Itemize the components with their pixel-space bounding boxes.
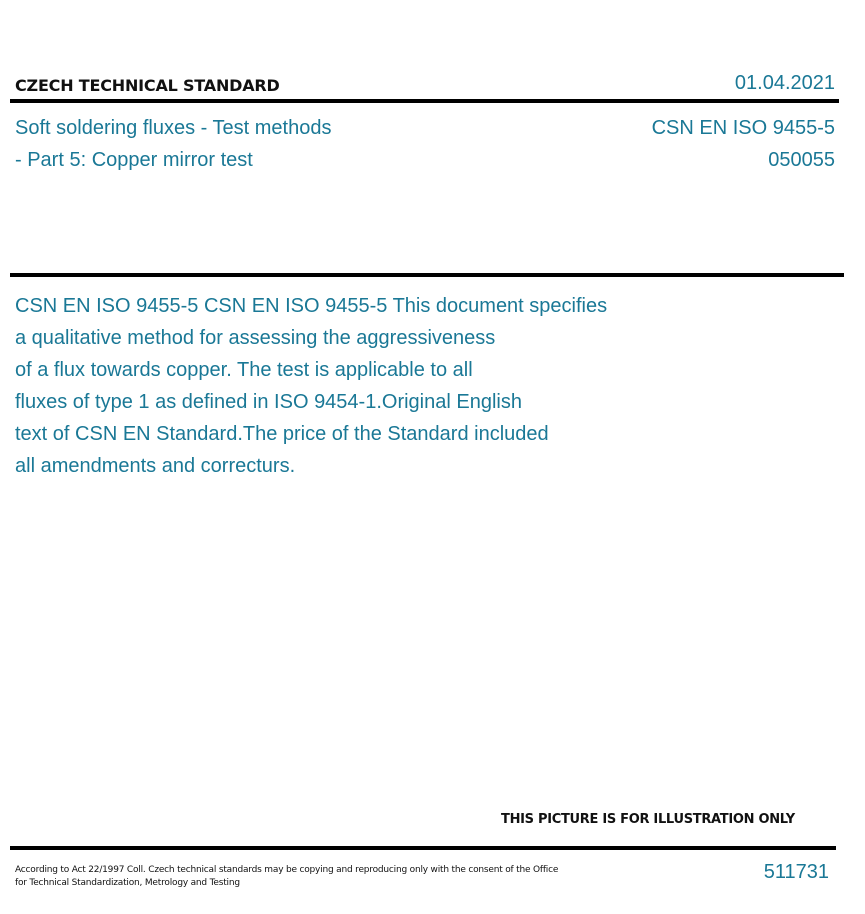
description-line: a qualitative method for assessing the aggressiveness	[15, 327, 496, 349]
legal-notice-line-2: for Technical Standardization, Metrology and Testing	[15, 878, 240, 888]
title-divider	[10, 273, 844, 277]
legal-notice	[15, 864, 615, 890]
standard-title-line-2: - Part 5: Copper mirror test	[15, 149, 253, 171]
illustration-notice: THIS PICTURE IS FOR ILLUSTRATION ONLY	[501, 812, 795, 827]
description-line: of a flux towards copper. The test is applicable to all	[15, 359, 473, 381]
description-line: text of CSN EN Standard.The price of the Standard included	[15, 423, 549, 445]
description-line: all amendments and correcturs.	[15, 455, 296, 477]
product-number: 511731	[763, 861, 829, 883]
document-type-label: CZECH TECHNICAL STANDARD	[15, 76, 280, 95]
description-line: fluxes of type 1 as defined in ISO 9454-1.Original English	[15, 391, 522, 413]
header-divider	[10, 99, 839, 103]
standard-code: CSN EN ISO 9455-5	[651, 117, 835, 139]
description-line: CSN EN ISO 9455-5 CSN EN ISO 9455-5 This document specifies	[15, 295, 608, 317]
footer-divider	[10, 846, 836, 850]
standard-title-line-1: Soft soldering fluxes - Test methods	[15, 117, 332, 139]
class-number: 050055	[768, 149, 835, 171]
legal-notice-line-1: According to Act 22/1997 Coll. Czech technical standards may be copying and reproducing only with the consent of the Office	[15, 865, 559, 875]
description-text	[15, 290, 705, 482]
issue-date: 01.04.2021	[734, 72, 835, 94]
